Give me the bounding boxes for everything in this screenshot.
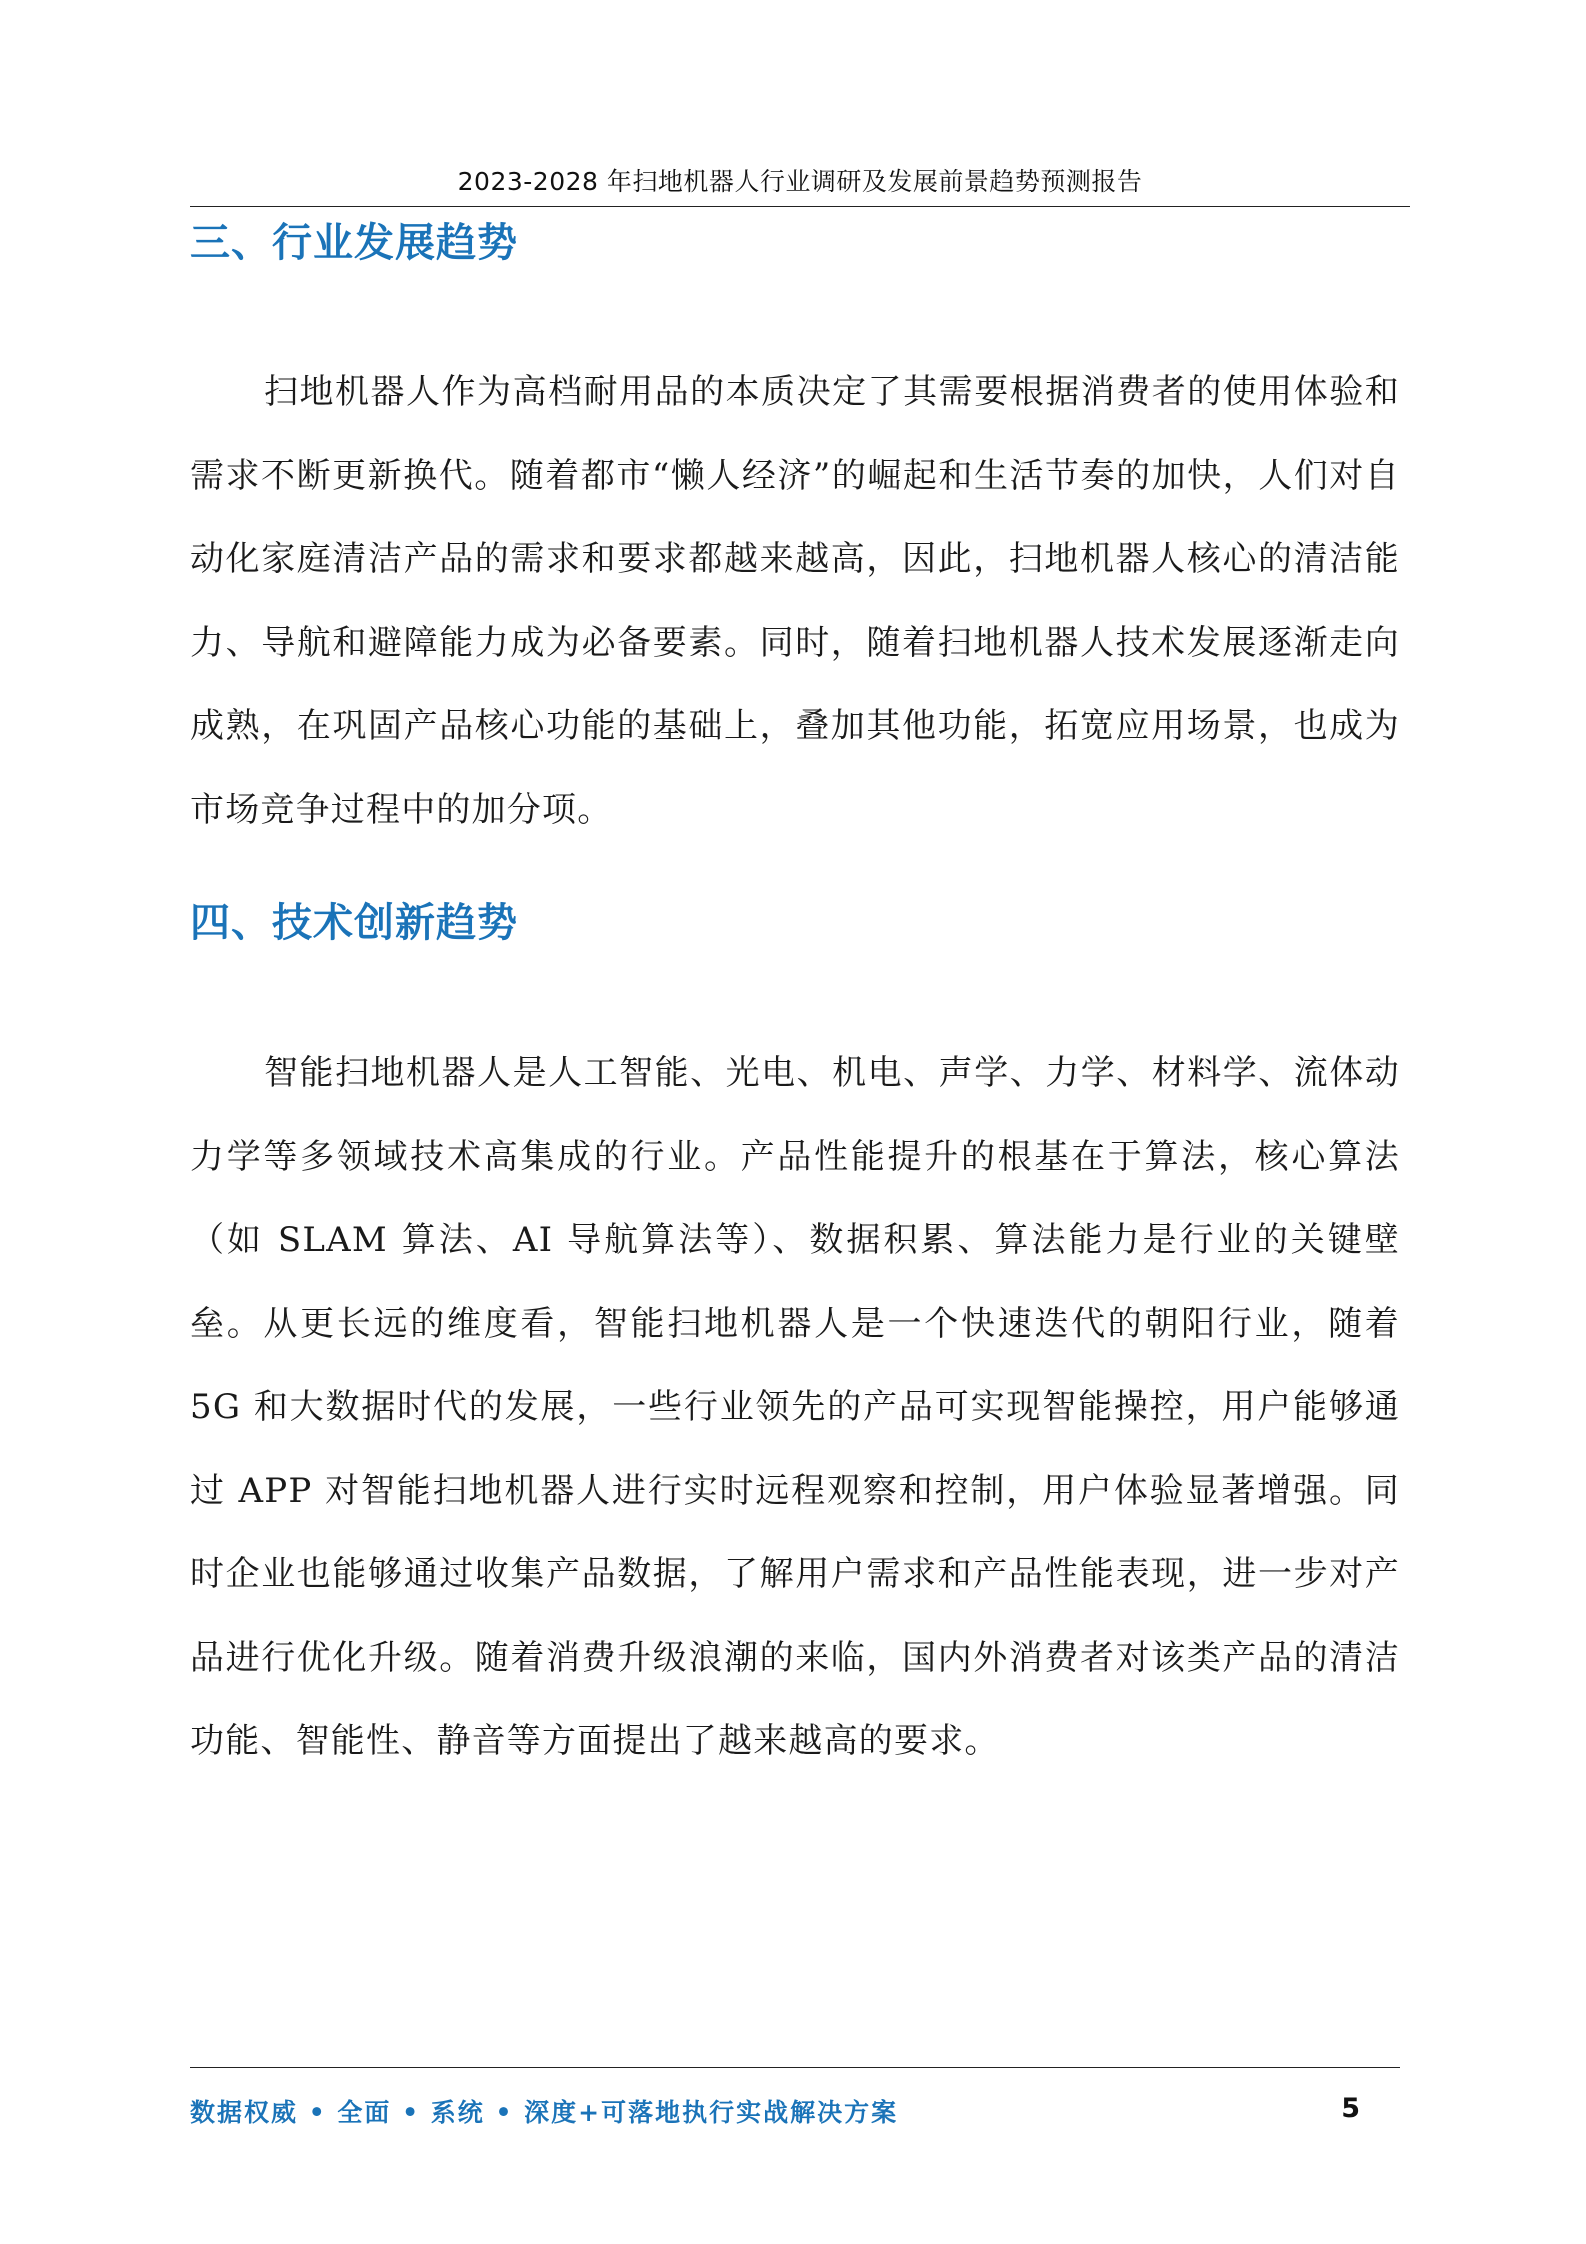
footer-slogan: 数据权威 • 全面 • 系统 • 深度+可落地执行实战解决方案 — [190, 2098, 899, 2127]
section-paragraph-tech-innovation: 智能扫地机器人是人工智能、光电、机电、声学、力学、材料学、流体动力学等多领域技术高集成的行业。产品性能提升的根基在于算法，核心算法（如 SLAM 算法、AI 导航算法等）、数据积累、算法能力是行业的关键壁垒。从更长远的维度看，智能扫地机器人是一个快速迭代的朝阳行业，随着 5G 和大数据时代的发展，一些行业领先的产品可实现智能操控，用户能够通过 APP 对智能扫地机器人进行实时远程观察和控制，用户体验显著增强。同时企业也能够通过收集产品数据，了解用户需求和产品性能表现，进一步对产品进行优化升级。随着消费升级浪潮的来临，国内外消费者对该类产品的清洁功能、智能性、静音等方面提出了越来越高的要求。 — [190, 1053, 1400, 1761]
section-paragraph-industry-trend: 扫地机器人作为高档耐用品的本质决定了其需要根据消费者的使用体验和需求不断更新换代。随着都市“懒人经济”的崛起和生活节奏的加快，人们对自动化家庭清洁产品的需求和要求都越来越高，因此，扫地机器人核心的清洁能力、导航和避障能力成为必备要素。同时，随着扫地机器人技术发展逐渐走向成熟，在巩固产品核心功能的基础上，叠加其他功能，拓宽应用场景，也成为市场竞争过程中的加分项。 — [190, 372, 1400, 830]
report-header-title: 2023-2028 年扫地机器人行业调研及发展前景趋势预测报告 — [457, 167, 1143, 196]
header-divider — [190, 206, 1410, 207]
section-heading-industry-trend: 三、行业发展趋势 — [190, 220, 518, 266]
footer-divider — [190, 2067, 1400, 2068]
section-heading-tech-innovation: 四、技术创新趋势 — [190, 900, 518, 946]
page-number: 5 — [1341, 2093, 1360, 2124]
